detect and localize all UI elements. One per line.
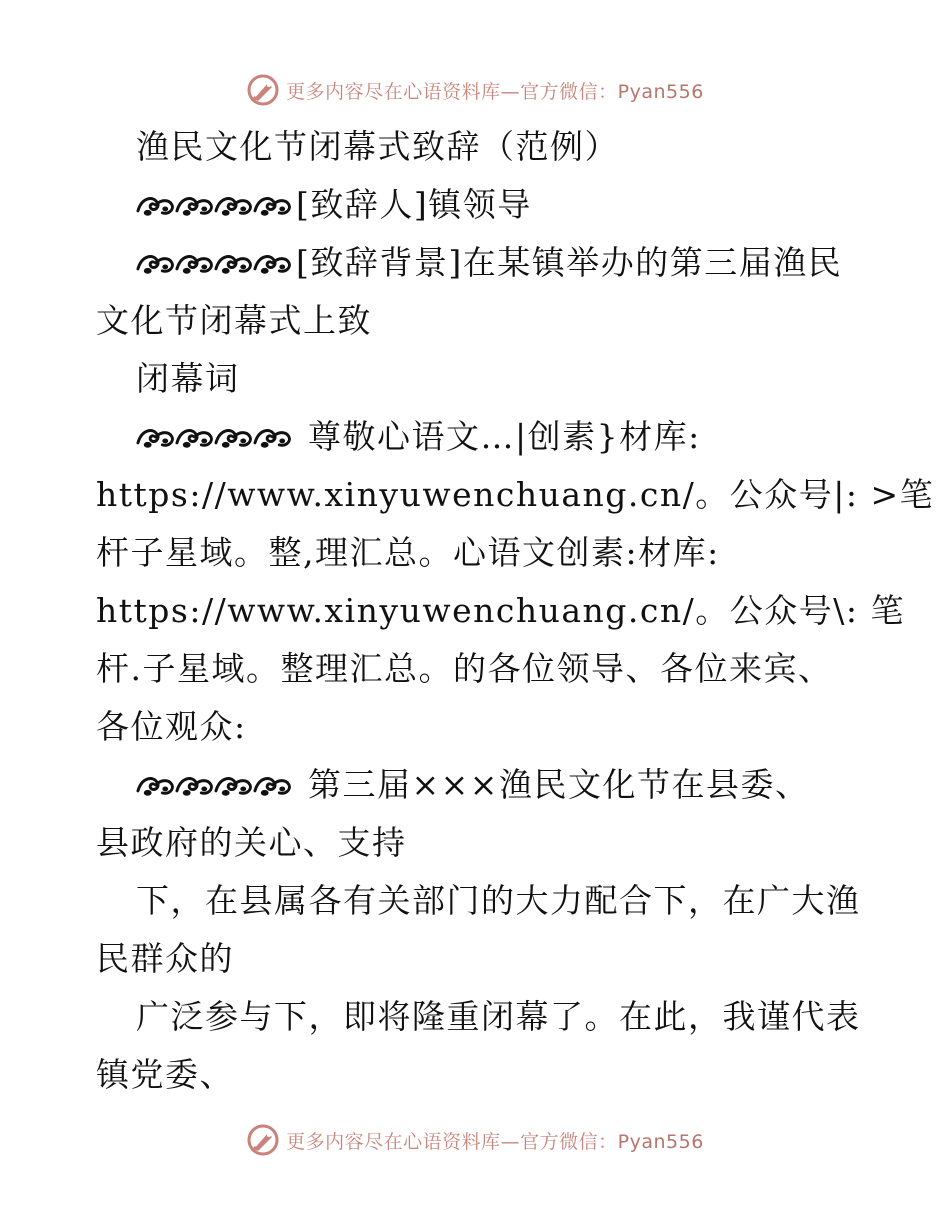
greeting-url-1: https://www.xinyuwenchuang.cn/。公众号|: >笔 (96, 475, 935, 514)
greeting-url-2: https://www.xinyuwenchuang.cn/。公众号\: 笔 (96, 591, 905, 630)
paragraph-1 (96, 756, 856, 814)
paragraph-1-text: 第三届×××渔民文化节在县委、 (308, 765, 810, 804)
wechat-id: Pyan556 (617, 1130, 704, 1153)
document-title: 渔民文化节闭幕式致辞（范例） (136, 127, 619, 166)
background-line (96, 234, 856, 292)
greeting-text-3: 杆.子星域。整理汇总。的各位领导、各位来宾、 (96, 649, 833, 688)
wechat-id: Pyan556 (617, 80, 704, 103)
footer-banner (0, 1120, 950, 1160)
fountain-pen-logo-icon (246, 1123, 280, 1157)
background-continuation: 文化节闭幕式上致 (96, 301, 372, 340)
fleuron-ornament-icon (136, 759, 292, 785)
fleuron-ornament-icon (136, 179, 292, 205)
greeting-line (96, 408, 856, 466)
speaker-line (96, 176, 856, 234)
paragraph-2: 下，在县属各有关部门的大力配合下，在广大渔 (136, 881, 861, 920)
paragraph-3: 广泛参与下，即将隆重闭幕了。在此，我谨代表 (136, 997, 861, 1036)
paragraph-2-continuation: 民群众的 (96, 939, 234, 978)
document-body (96, 118, 935, 1104)
paragraph-3-continuation: 镇党委、 (96, 1055, 234, 1094)
fleuron-ornament-icon (136, 411, 292, 437)
fleuron-ornament-icon (136, 237, 292, 263)
paragraph-1-continuation: 县政府的关心、支持 (96, 823, 407, 862)
speaker-text: [致辞人]镇领导 (296, 185, 532, 224)
footer-banner-text: 更多内容尽在心语资料库—官方微信：Pyan556 (286, 1130, 704, 1153)
header-banner (0, 70, 950, 110)
fountain-pen-logo-icon (246, 73, 280, 107)
header-banner-text: 更多内容尽在心语资料库—官方微信：Pyan556 (286, 80, 704, 103)
greeting-text-4: 各位观众: (96, 707, 247, 746)
greeting-text: 尊敬心语文…|创素}材库: (308, 417, 701, 456)
closing-word: 闭幕词 (136, 359, 240, 398)
greeting-text-2: 杆子星域。整,理汇总。心语文创素:材库: (96, 533, 720, 572)
background-text: [致辞背景]在某镇举办的第三届渔民 (296, 243, 843, 282)
